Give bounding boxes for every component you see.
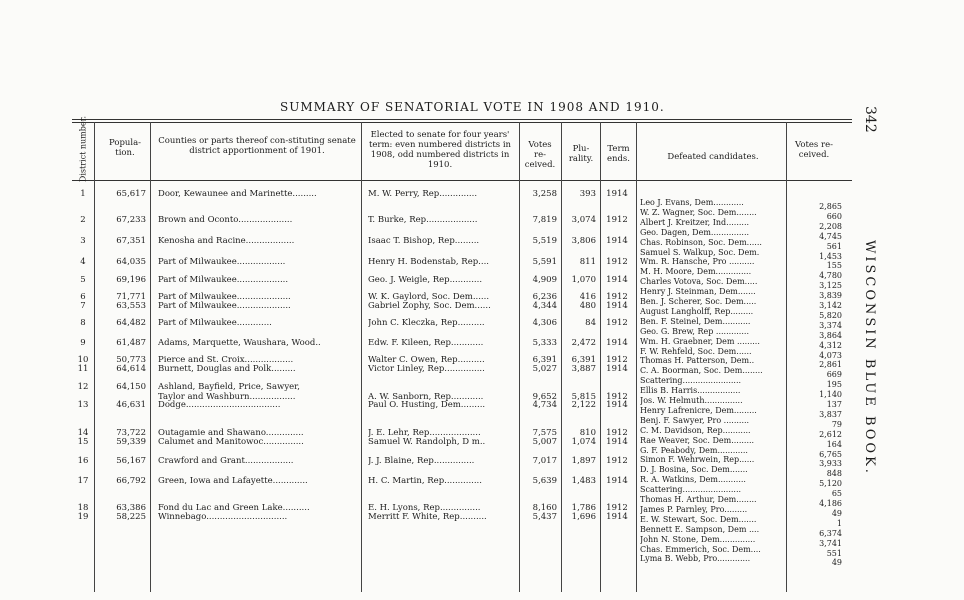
defeated-votes: 155 — [826, 261, 842, 270]
elected-cell: Samuel W. Randolph, D m.. — [368, 437, 486, 447]
counties-cell: Green, Iowa and Lafayette............. — [158, 476, 308, 486]
defeated-votes: 3,839 — [819, 291, 842, 300]
defeated-candidate: Thomas H. Arthur, Dem........ — [640, 495, 757, 504]
votes-cell: 6,236 — [532, 292, 557, 302]
defeated-votes: 1,140 — [819, 390, 842, 399]
table-top-rule — [72, 119, 852, 120]
defeated-votes: 1 — [836, 519, 842, 528]
defeated-votes: 4,186 — [819, 499, 842, 508]
column-rule — [600, 122, 601, 592]
counties-cell: Part of Milwaukee.................... — [158, 301, 291, 311]
defeated-votes: 669 — [826, 370, 842, 379]
district-cell: 8 — [80, 318, 86, 328]
defeated-votes: 660 — [826, 212, 842, 221]
district-cell: 5 — [80, 275, 86, 285]
defeated-votes: 2,612 — [819, 430, 842, 439]
elected-cell: T. Burke, Rep................... — [368, 215, 478, 225]
population-cell: 64,614 — [116, 364, 146, 374]
plurality-cell: 810 — [579, 428, 596, 438]
defeated-candidate: Scattering....................... — [640, 376, 742, 385]
defeated-votes: 3,864 — [819, 331, 842, 340]
plurality-cell: 811 — [579, 257, 596, 267]
population-cell: 67,351 — [116, 236, 146, 246]
defeated-candidate: John N. Stone, Dem.............. — [640, 535, 756, 544]
defeated-candidate: Chas. Robinson, Soc. Dem...... — [640, 238, 762, 247]
defeated-candidate: Wm. H. Graebner, Dem ......... — [640, 337, 760, 346]
votes-cell: 9,652 — [532, 392, 557, 402]
defeated-candidate: Wm. R. Hansche, Pro .......... — [640, 257, 755, 266]
term-cell: 1914 — [606, 236, 628, 246]
plurality-cell: 1,483 — [571, 476, 596, 486]
defeated-candidate: D. J. Bosina, Soc. Dem....... — [640, 465, 748, 474]
header-bottom-rule — [72, 180, 852, 181]
votes-cell: 3,258 — [532, 189, 557, 199]
defeated-candidate: Henry J. Steinman, Dem....... — [640, 287, 756, 296]
defeated-votes: 5,820 — [819, 311, 842, 320]
plurality-cell: 6,391 — [571, 355, 596, 365]
votes-cell: 5,639 — [532, 476, 557, 486]
counties-cell: Burnett, Douglas and Polk......... — [158, 364, 296, 374]
counties-cell: Winnebago.............................. — [158, 512, 288, 522]
header-plurality: Plu-rality. — [568, 144, 594, 164]
defeated-votes: 79 — [831, 420, 842, 429]
defeated-votes: 4,073 — [819, 351, 842, 360]
votes-cell: 5,333 — [532, 338, 557, 348]
header-defeated: Defeated candidates. — [667, 152, 759, 162]
defeated-votes: 1,453 — [819, 252, 842, 261]
plurality-cell: 1,696 — [571, 512, 596, 522]
header-population: Popula-tion. — [108, 138, 142, 158]
votes-cell: 4,344 — [532, 301, 557, 311]
elected-cell: J. E. Lehr, Rep................... — [368, 428, 481, 438]
district-cell: 12 — [77, 382, 89, 392]
district-cell: 3 — [80, 236, 86, 246]
defeated-candidate: G. F. Peabody, Dem............ — [640, 446, 748, 455]
term-cell: 1912 — [606, 503, 628, 513]
district-cell: 10 — [77, 355, 89, 365]
defeated-candidate: Benj. F. Sawyer, Pro .......... — [640, 416, 750, 425]
plurality-cell: 5,815 — [571, 392, 596, 402]
defeated-candidate: Simon F. Wehrwein, Rep...... — [640, 455, 755, 464]
elected-cell: Geo. J. Weigle, Rep............ — [368, 275, 483, 285]
population-cell: 50,773 — [116, 355, 146, 365]
defeated-votes: 848 — [826, 469, 842, 478]
district-cell: 1 — [80, 189, 86, 199]
term-cell: 1914 — [606, 437, 628, 447]
defeated-candidate: Rae Weaver, Soc. Dem......... — [640, 436, 755, 445]
population-cell: 58,225 — [116, 512, 146, 522]
elected-cell: A. W. Sanborn, Rep............ — [368, 392, 484, 402]
defeated-candidate: James P. Parnley, Pro......... — [640, 505, 748, 514]
term-cell: 1914 — [606, 189, 628, 199]
elected-cell: H. C. Martin, Rep.............. — [368, 476, 482, 486]
defeated-candidate: Ben. F. Steinel, Dem........... — [640, 317, 751, 326]
defeated-candidate: R. A. Watkins, Dem........... — [640, 475, 746, 484]
population-cell: 69,196 — [116, 275, 146, 285]
district-cell: 7 — [80, 301, 86, 311]
plurality-cell: 2,122 — [571, 400, 596, 410]
elected-cell: Isaac T. Bishop, Rep......... — [368, 236, 480, 246]
district-cell: 18 — [77, 503, 89, 513]
district-cell: 13 — [77, 400, 89, 410]
column-rule — [150, 122, 151, 592]
defeated-votes: 2,861 — [819, 360, 842, 369]
elected-cell: Edw. F. Kileen, Rep............ — [368, 338, 484, 348]
counties-cell: Part of Milwaukee.................. — [158, 257, 286, 267]
term-cell: 1912 — [606, 392, 628, 402]
defeated-candidate: Geo. Dagen, Dem............... — [640, 228, 750, 237]
district-cell: 2 — [80, 215, 86, 225]
defeated-candidate: Geo. G. Brew, Rep ............. — [640, 327, 749, 336]
column-rule — [361, 122, 362, 592]
column-rule — [786, 122, 787, 592]
header-district — [72, 115, 94, 183]
page-number: 342 — [862, 106, 878, 133]
defeated-votes: 137 — [826, 400, 842, 409]
plurality-cell: 1,897 — [571, 456, 596, 466]
column-rule — [94, 122, 95, 592]
plurality-cell: 393 — [579, 189, 596, 199]
defeated-votes: 2,208 — [819, 222, 842, 231]
elected-cell: Walter C. Owen, Rep.......... — [368, 355, 485, 365]
elected-cell: John C. Kleczka, Rep.......... — [368, 318, 485, 328]
population-cell: 46,631 — [116, 400, 146, 410]
counties-cell: Calumet and Manitowoc............... — [158, 437, 304, 447]
defeated-candidate: W. Z. Wagner, Soc. Dem........ — [640, 208, 757, 217]
defeated-votes: 3,374 — [819, 321, 842, 330]
counties-cell: Taylor and Washburn................. — [158, 392, 296, 402]
defeated-votes: 49 — [831, 509, 842, 518]
population-cell: 73,722 — [116, 428, 146, 438]
defeated-candidate: C. M. Davidson, Rep........... — [640, 426, 751, 435]
term-cell: 1912 — [606, 292, 628, 302]
population-cell: 63,386 — [116, 503, 146, 513]
counties-cell: Part of Milwaukee................... — [158, 275, 289, 285]
header-counties: Counties or parts thereof con-stituting senate district apportionment of 1901. — [158, 136, 356, 156]
term-cell: 1914 — [606, 338, 628, 348]
running-head: WISCONSIN BLUE BOOK. — [862, 240, 877, 476]
plurality-cell: 2,472 — [571, 338, 596, 348]
header-term: Term ends. — [606, 144, 630, 164]
defeated-votes: 164 — [826, 440, 842, 449]
population-cell: 63,553 — [116, 301, 146, 311]
counties-cell: Outagamie and Shawano.............. — [158, 428, 304, 438]
term-cell: 1912 — [606, 456, 628, 466]
defeated-candidate: Scattering....................... — [640, 485, 742, 494]
term-cell: 1914 — [606, 301, 628, 311]
defeated-candidate: Ben. J. Scherer, Soc. Dem..... — [640, 297, 757, 306]
district-cell: 14 — [77, 428, 89, 438]
defeated-votes: 4,312 — [819, 341, 842, 350]
header-votes-received: Votes re-ceived. — [795, 140, 833, 160]
defeated-candidate: Leo J. Evans, Dem............ — [640, 198, 744, 207]
elected-cell: Henry H. Bodenstab, Rep.... — [368, 257, 489, 267]
term-cell: 1912 — [606, 355, 628, 365]
term-cell: 1914 — [606, 364, 628, 374]
plurality-cell: 3,806 — [571, 236, 596, 246]
elected-cell: E. H. Lyons, Rep............... — [368, 503, 481, 513]
defeated-votes: 551 — [826, 549, 842, 558]
district-cell: 17 — [77, 476, 89, 486]
population-cell: 64,035 — [116, 257, 146, 267]
defeated-candidate: M. H. Moore, Dem.............. — [640, 267, 752, 276]
defeated-candidate: Thomas H. Patterson, Dem.. — [640, 356, 755, 365]
district-cell: 16 — [77, 456, 89, 466]
district-cell: 9 — [80, 338, 86, 348]
plurality-cell: 1,074 — [571, 437, 596, 447]
defeated-votes: 65 — [831, 489, 842, 498]
defeated-candidate: Chas. Emmerich, Soc. Dem.... — [640, 545, 761, 554]
elected-cell: J. J. Blaine, Rep............... — [368, 456, 475, 466]
district-cell: 11 — [77, 364, 89, 374]
elected-cell: Victor Linley, Rep............... — [368, 364, 485, 374]
defeated-votes: 5,120 — [819, 479, 842, 488]
term-cell: 1914 — [606, 476, 628, 486]
defeated-votes: 4,745 — [819, 232, 842, 241]
district-cell: 15 — [77, 437, 89, 447]
votes-cell: 4,306 — [532, 318, 557, 328]
counties-cell: Pierce and St. Croix.................. — [158, 355, 294, 365]
population-cell: 56,167 — [116, 456, 146, 466]
population-cell: 64,150 — [116, 382, 146, 392]
defeated-votes: 6,765 — [819, 450, 842, 459]
header-votes: Votes re-ceived. — [524, 140, 556, 170]
votes-cell: 5,591 — [532, 257, 557, 267]
votes-cell: 4,909 — [532, 275, 557, 285]
counties-cell: Part of Milwaukee.................... — [158, 292, 291, 302]
column-rule — [636, 122, 637, 592]
term-cell: 1912 — [606, 215, 628, 225]
population-cell: 71,771 — [116, 292, 146, 302]
counties-cell: Kenosha and Racine.................. — [158, 236, 295, 246]
votes-cell: 8,160 — [532, 503, 557, 513]
counties-cell: Door, Kewaunee and Marinette......... — [158, 189, 317, 199]
votes-cell: 5,027 — [532, 364, 557, 374]
plurality-cell: 480 — [579, 301, 596, 311]
term-cell: 1914 — [606, 400, 628, 410]
table-top-rule-2 — [72, 122, 852, 123]
term-cell: 1914 — [606, 275, 628, 285]
elected-cell: Gabriel Zophy, Soc. Dem...... — [368, 301, 491, 311]
plurality-cell: 1,786 — [571, 503, 596, 513]
defeated-candidate: Albert J. Kreitzer, Ind......... — [640, 218, 750, 227]
defeated-candidate: Ellis B. Harris................. — [640, 386, 741, 395]
defeated-votes: 3,837 — [819, 410, 842, 419]
defeated-candidate: E. W. Stewart, Soc. Dem....... — [640, 515, 757, 524]
district-cell: 6 — [80, 292, 86, 302]
defeated-candidate: F. W. Rehfeld, Soc. Dem...... — [640, 347, 752, 356]
defeated-votes: 3,741 — [819, 539, 842, 548]
plurality-cell: 3,074 — [571, 215, 596, 225]
votes-cell: 4,734 — [532, 400, 557, 410]
defeated-votes: 6,374 — [819, 529, 842, 538]
term-cell: 1912 — [606, 428, 628, 438]
population-cell: 66,792 — [116, 476, 146, 486]
defeated-votes: 3,142 — [819, 301, 842, 310]
defeated-votes: 195 — [826, 380, 842, 389]
votes-cell: 5,519 — [532, 236, 557, 246]
counties-cell: Adams, Marquette, Waushara, Wood.. — [158, 338, 321, 348]
population-cell: 65,617 — [116, 189, 146, 199]
elected-cell: Paul O. Husting, Dem......... — [368, 400, 486, 410]
defeated-votes: 3,125 — [819, 281, 842, 290]
population-cell: 67,233 — [116, 215, 146, 225]
term-cell: 1912 — [606, 318, 628, 328]
term-cell: 1914 — [606, 512, 628, 522]
votes-cell: 6,391 — [532, 355, 557, 365]
defeated-votes: 49 — [831, 558, 842, 567]
counties-cell: Crawford and Grant.................. — [158, 456, 294, 466]
elected-cell: M. W. Perry, Rep.............. — [368, 189, 478, 199]
votes-cell: 7,017 — [532, 456, 557, 466]
header-elected: Elected to senate for four years' term: even numbered districts in 1908, odd numbered districts in 1910. — [368, 130, 512, 170]
votes-cell: 5,007 — [532, 437, 557, 447]
defeated-candidate: Jos. W. Helmuth............... — [640, 396, 743, 405]
defeated-candidate: Bennett E. Sampson, Dem .... — [640, 525, 760, 534]
counties-cell: Brown and Oconto.................... — [158, 215, 293, 225]
district-cell: 19 — [77, 512, 89, 522]
votes-cell: 7,819 — [532, 215, 557, 225]
elected-cell: Merritt F. White, Rep.......... — [368, 512, 487, 522]
defeated-votes: 4,780 — [819, 271, 842, 280]
district-cell: 4 — [80, 257, 86, 267]
population-cell: 61,487 — [116, 338, 146, 348]
defeated-candidate: C. A. Boorman, Soc. Dem........ — [640, 366, 763, 375]
defeated-candidate: Lyma B. Webb, Pro............. — [640, 554, 751, 563]
defeated-candidate: Charles Votova, Soc. Dem..... — [640, 277, 758, 286]
column-rule — [519, 122, 520, 592]
defeated-candidate: Henry Lafrenicre, Dem......... — [640, 406, 757, 415]
defeated-votes: 3,933 — [819, 459, 842, 468]
elected-cell: W. K. Gaylord, Soc. Dem...... — [368, 292, 490, 302]
defeated-candidate: August Langholff, Rep......... — [640, 307, 754, 316]
defeated-votes: 561 — [826, 242, 842, 251]
page-title: SUMMARY OF SENATORIAL VOTE IN 1908 AND 1910. — [280, 100, 665, 114]
plurality-cell: 416 — [579, 292, 596, 302]
population-cell: 59,339 — [116, 437, 146, 447]
term-cell: 1912 — [606, 257, 628, 267]
counties-cell: Dodge................................... — [158, 400, 281, 410]
plurality-cell: 1,070 — [571, 275, 596, 285]
population-cell: 64,482 — [116, 318, 146, 328]
counties-cell: Part of Milwaukee............. — [158, 318, 272, 328]
plurality-cell: 84 — [585, 318, 596, 328]
counties-cell: Ashland, Bayfield, Price, Sawyer, — [158, 382, 300, 392]
header-district-text: District number. — [78, 115, 88, 183]
defeated-candidate: Samuel S. Walkup, Soc. Dem. — [640, 248, 760, 257]
votes-cell: 7,575 — [532, 428, 557, 438]
votes-cell: 5,437 — [532, 512, 557, 522]
defeated-votes: 2,865 — [819, 202, 842, 211]
counties-cell: Fond du Lac and Green Lake.......... — [158, 503, 310, 513]
plurality-cell: 3,887 — [571, 364, 596, 374]
